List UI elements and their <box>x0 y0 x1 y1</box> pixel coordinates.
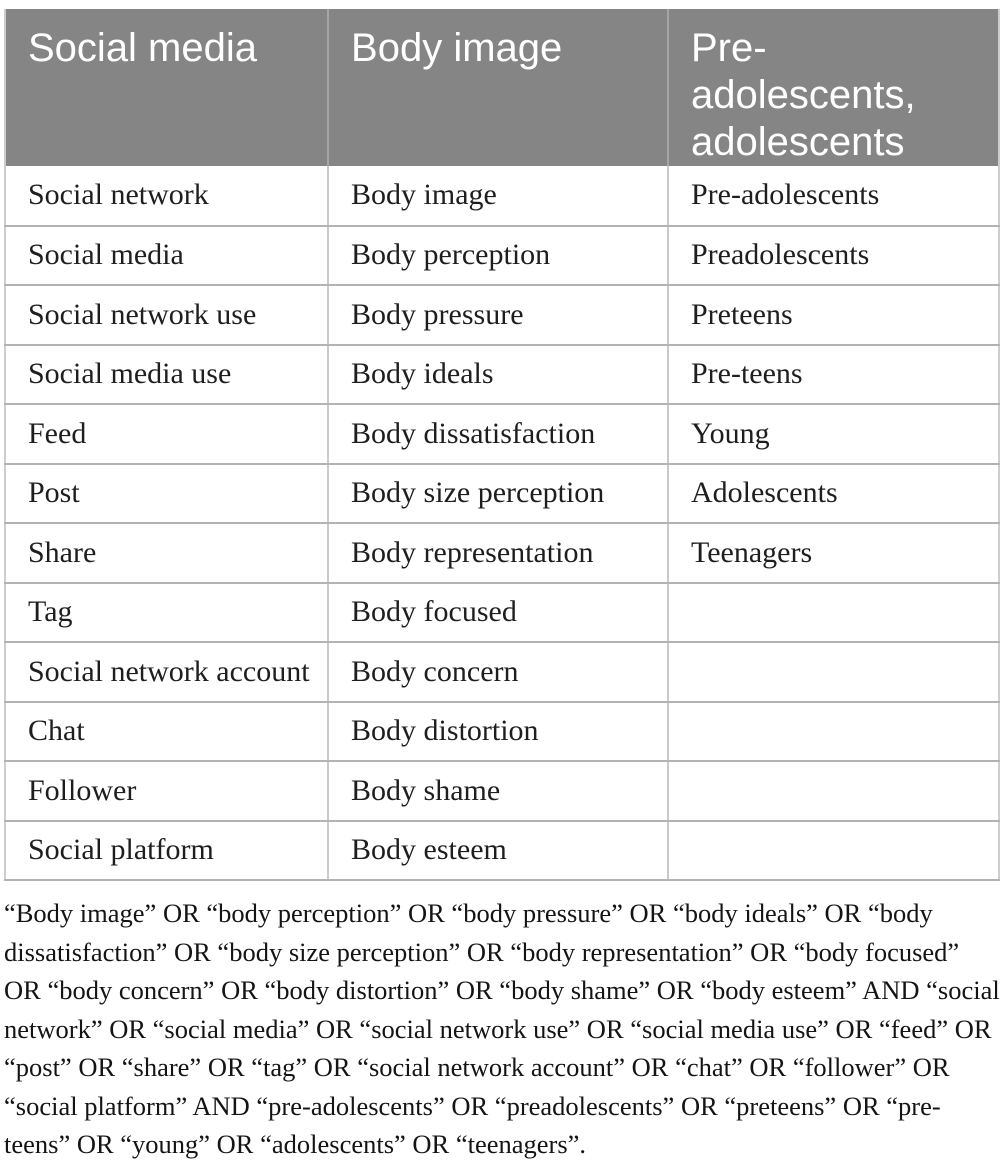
table-cell: Body ideals <box>328 345 668 405</box>
table-cell: Body focused <box>328 583 668 643</box>
table-row <box>5 404 999 464</box>
table-row <box>5 345 999 405</box>
table-cell <box>668 821 999 881</box>
table-cell: Body distortion <box>328 702 668 762</box>
table-row <box>5 166 999 226</box>
table-cell: Chat <box>5 702 328 762</box>
table-cell <box>668 642 999 702</box>
table-row <box>5 226 999 286</box>
table-cell <box>668 702 999 762</box>
table-cell: Social media use <box>5 345 328 405</box>
column-header-social-media: Social media <box>5 9 328 166</box>
table-cell <box>668 583 999 643</box>
table-cell: Social network use <box>5 285 328 345</box>
table-cell: Pre-teens <box>668 345 999 405</box>
table-cell: Feed <box>5 404 328 464</box>
table-row <box>5 583 999 643</box>
table-cell: Teenagers <box>668 523 999 583</box>
table-cell: Body representation <box>328 523 668 583</box>
table-header-row <box>5 9 999 166</box>
table-row <box>5 761 999 821</box>
table-cell: Body size perception <box>328 464 668 524</box>
table-cell: Body pressure <box>328 285 668 345</box>
table-cell: Social network account <box>5 642 328 702</box>
search-terms-table <box>4 9 1000 881</box>
table-row <box>5 702 999 762</box>
table-cell: Social platform <box>5 821 328 881</box>
table-cell: Body esteem <box>328 821 668 881</box>
table-row <box>5 464 999 524</box>
table-cell: Social network <box>5 166 328 226</box>
table-cell: Body shame <box>328 761 668 821</box>
table-cell: Preteens <box>668 285 999 345</box>
table-cell: Tag <box>5 583 328 643</box>
table-cell: Social media <box>5 226 328 286</box>
table-cell <box>668 761 999 821</box>
table-row <box>5 523 999 583</box>
table-cell: Body concern <box>328 642 668 702</box>
table-cell: Pre-adolescents <box>668 166 999 226</box>
table-row <box>5 285 999 345</box>
search-string-footnote: “Body image” OR “body perception” OR “body pressure” OR “body ideals” OR “body dissatisfaction” OR “body size perception” OR “body representation” OR “body focused” OR “body concern” OR “body distortion” OR “body shame” OR “body esteem” AND “social network” OR “social media” OR “social network use” OR “social media use” OR “feed” OR “post” OR “share” OR “tag” OR “social network account” OR “chat” OR “follower” OR “social platform” AND “pre-adolescents” OR “preadolescents” OR “preteens” OR “pre-teens” OR “young” OR “adolescents” OR “teenagers”. <box>4 898 1000 1159</box>
table-cell: Young <box>668 404 999 464</box>
table-cell: Adolescents <box>668 464 999 524</box>
table-row <box>5 642 999 702</box>
table-cell: Post <box>5 464 328 524</box>
table-row <box>5 821 999 881</box>
table-cell: Preadolescents <box>668 226 999 286</box>
table-cell: Body perception <box>328 226 668 286</box>
table-cell: Body dissatisfaction <box>328 404 668 464</box>
table-cell: Share <box>5 523 328 583</box>
column-header-body-image: Body image <box>328 9 668 166</box>
table-cell: Follower <box>5 761 328 821</box>
column-header-pre-adolescents: Pre-adolescents, adolescents <box>668 9 999 166</box>
table-cell: Body image <box>328 166 668 226</box>
